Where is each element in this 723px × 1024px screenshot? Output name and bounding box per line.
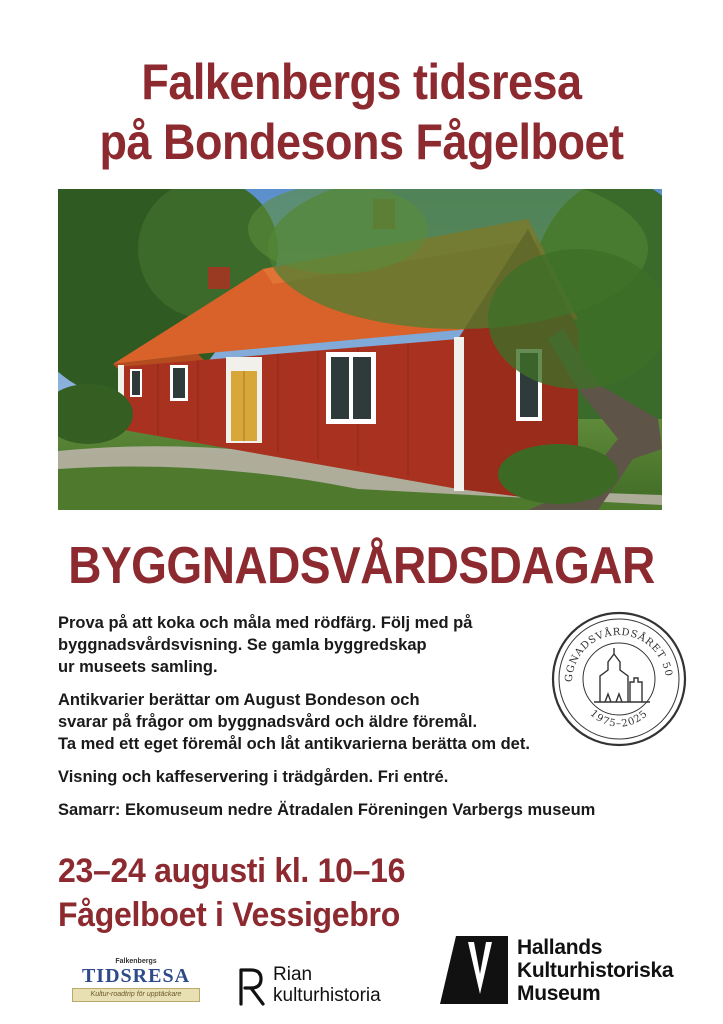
rian-logo-line-2: kulturhistoria xyxy=(273,985,381,1006)
headline-text: BYGGNADSVÅRDSDAGAR xyxy=(68,535,655,595)
anniversary-stamp xyxy=(550,610,688,748)
tidsresa-logo-main-text: TIDSRESA xyxy=(81,965,191,987)
rian-logo-text xyxy=(273,964,381,1006)
paragraph-line: Ta med ett eget föremål och låt antikvarierna berätta om det. xyxy=(58,735,530,753)
rian-kulturhistoria-logo xyxy=(237,964,427,1008)
event-date: 23–24 augusti kl. 10–16 xyxy=(58,850,406,890)
paragraph-line: svarar på frågor om byggnadsvård och äldre föremål. xyxy=(58,713,478,731)
event-info xyxy=(58,848,405,936)
poster-title xyxy=(0,52,723,172)
hkm-mark-icon xyxy=(440,936,508,1004)
collaborators: Samarr: Ekomuseum nedre Ätradalen Föreningen Varbergs museum xyxy=(58,801,596,819)
hallands-kulturhistoriska-museum-logo xyxy=(440,936,710,1006)
rian-mark-icon xyxy=(237,966,267,1006)
paragraph-line: byggnadsvårdsvisning. Se gamla byggredskap xyxy=(58,636,427,654)
hkm-logo-line-1: Hallands xyxy=(517,936,603,959)
description-paragraph-3: Visning och kaffeservering i trädgården. Fri entré. xyxy=(58,768,449,786)
stamp-years: 1975–2025 xyxy=(587,708,651,730)
tidsresa-logo-small-text: Falkenbergs xyxy=(115,958,157,965)
house-photo xyxy=(58,189,662,510)
title-line-1: Falkenbergs tidsresa xyxy=(141,52,582,110)
stamp-arc-text: GGNADSVÅRDSÅRET 50 xyxy=(563,626,674,683)
falkenbergs-tidsresa-logo xyxy=(66,958,206,1008)
hkm-logo-line-2: Kulturhistoriska xyxy=(517,959,674,982)
title-line-2: på Bondesons Fågelboet xyxy=(99,112,624,170)
tidsresa-logo-banner: Kultur-roadtrip för upptäckare xyxy=(72,988,200,1002)
svg-text:1975–2025 xyxy=(588,708,650,729)
event-place: Fågelboet i Vessigebro xyxy=(58,894,400,934)
paragraph-line: Antikvarier berättar om August Bondeson och xyxy=(58,691,420,709)
rian-logo-line-1: Rian xyxy=(273,964,313,985)
paragraph-line: ur museets samling. xyxy=(58,658,218,676)
hkm-logo-text xyxy=(517,936,673,1005)
hkm-logo-line-3: Museum xyxy=(517,982,601,1005)
church-illustration-icon xyxy=(594,648,650,702)
headline xyxy=(0,535,723,595)
paragraph-line: Prova på att koka och måla med rödfärg. Följ med på xyxy=(58,614,473,632)
